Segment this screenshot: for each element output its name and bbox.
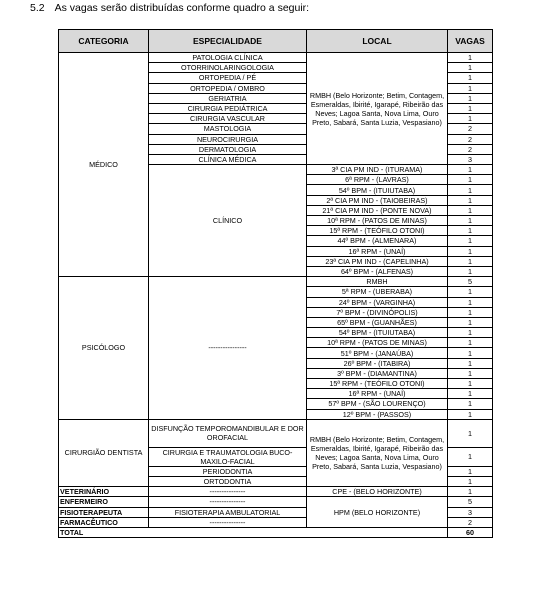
total-label: TOTAL: [59, 527, 448, 537]
vagas-cell: 1: [448, 447, 493, 466]
specialty-cell: PERIODONTIA: [149, 466, 307, 476]
category-cell: FARMACÊUTICO: [59, 517, 149, 527]
specialty-cell: OTORRINOLARINGOLOGIA: [149, 63, 307, 73]
vagas-cell: 1: [448, 165, 493, 175]
local-cell: 26º BPM - (ITABIRA): [307, 358, 448, 368]
vagas-cell: 1: [448, 328, 493, 338]
specialty-cell: CIRURGIA VASCULAR: [149, 114, 307, 124]
local-cell: 6ª RPM - (LAVRAS): [307, 175, 448, 185]
header-local: LOCAL: [307, 30, 448, 53]
specialty-clinico: CLÍNICO: [149, 165, 307, 277]
header-especialidade: ESPECIALIDADE: [149, 30, 307, 53]
total-value: 60: [448, 527, 493, 537]
local-cell: 2ª CIA PM IND - (TAIOBEIRAS): [307, 195, 448, 205]
category-medico: MÉDICO: [59, 53, 149, 277]
local-cell: 54º BPM - (ITUIUTABA): [307, 185, 448, 195]
local-cell: 10ª RPM - (PATOS DE MINAS): [307, 216, 448, 226]
total-row: [59, 527, 493, 537]
specialty-cell: GERIATRIA: [149, 93, 307, 103]
vagas-cell: 1: [448, 338, 493, 348]
local-cell: 24º BPM - (VARGINHA): [307, 297, 448, 307]
vagas-cell: 1: [448, 185, 493, 195]
local-rmbh-medico: RMBH (Belo Horizonte; Betim, Contagem, Esmeraldas, Ibirité, Igarapé, Ribeirão das Neves; Lagoa Santa, Nova Lima, Ouro Preto, Sabará, Santa Luzia, Vespasiano): [307, 53, 448, 165]
vagas-cell: 1: [448, 466, 493, 476]
vagas-cell: 2: [448, 134, 493, 144]
vagas-cell: 3: [448, 154, 493, 164]
specialty-cell: PATOLOGIA CLÍNICA: [149, 53, 307, 63]
vagas-cell: 1: [448, 73, 493, 83]
vagas-cell: 1: [448, 246, 493, 256]
specialty-cell: ORTOPEDIA / OMBRO: [149, 83, 307, 93]
table-row: [59, 277, 493, 287]
header-vagas: VAGAS: [448, 30, 493, 53]
vagas-cell: 1: [448, 175, 493, 185]
vacancy-table: [58, 29, 493, 538]
local-cell: RMBH: [307, 277, 448, 287]
vagas-cell: 1: [448, 419, 493, 447]
vagas-cell: 1: [448, 389, 493, 399]
local-cell: 44º BPM - (ALMENARA): [307, 236, 448, 246]
vagas-cell: 1: [448, 476, 493, 486]
local-cell: 3ª CIA PM IND - (ITURAMA): [307, 165, 448, 175]
specialty-cell: DERMATOLOGIA: [149, 144, 307, 154]
vagas-cell: 1: [448, 287, 493, 297]
local-cell: 65º BPM - (GUANHÃES): [307, 317, 448, 327]
specialty-cell: DISFUNÇÃO TEMPOROMANDIBULAR E DOR OROFACIAL: [149, 419, 307, 447]
vagas-cell: 5: [448, 497, 493, 507]
vagas-cell: 1: [448, 226, 493, 236]
local-cell: 51º BPM - (JANAÚBA): [307, 348, 448, 358]
vagas-cell: 1: [448, 307, 493, 317]
vagas-cell: 1: [448, 266, 493, 276]
local-cell: 10ª RPM - (PATOS DE MINAS): [307, 338, 448, 348]
local-rmbh-dentista: RMBH (Belo Horizonte; Betim, Contagem, Esmeraldas, Ibirité, Igarapé, Ribeirão das Neves; Lagoa Santa, Nova Lima, Ouro Preto, Sabará, Santa Luzia, Vespasiano): [307, 419, 448, 486]
header-categoria: CATEGORIA: [59, 30, 149, 53]
specialty-cell: CIRURGIA E TRAUMATOLOGIA BUCO-MAXILO-FACIAL: [149, 447, 307, 466]
specialty-cell: ORTODONTIA: [149, 476, 307, 486]
local-cell: 7º BPM - (DIVINÓPOLIS): [307, 307, 448, 317]
local-cell: 23ª CIA PM IND - (CAPELINHA): [307, 256, 448, 266]
vagas-cell: 1: [448, 348, 493, 358]
specialty-cell: FISIOTERAPIA AMBULATORIAL: [149, 507, 307, 517]
local-cell: 12º BPM - (PASSOS): [307, 409, 448, 419]
vagas-cell: 2: [448, 124, 493, 134]
local-cell: 15ª RPM - (TEÓFILO OTONI): [307, 379, 448, 389]
vagas-cell: 1: [448, 487, 493, 497]
category-cell: ENFERMEIRO: [59, 497, 149, 507]
vagas-cell: 2: [448, 144, 493, 154]
vagas-cell: 1: [448, 358, 493, 368]
local-cell: 16ª RPM - (UNAÍ): [307, 246, 448, 256]
vagas-cell: 1: [448, 368, 493, 378]
vagas-cell: 5: [448, 277, 493, 287]
table-row: [59, 497, 493, 507]
specialty-cell: NEUROCIRURGIA: [149, 134, 307, 144]
local-cell: 5ª RPM - (UBERABA): [307, 287, 448, 297]
vagas-cell: 1: [448, 83, 493, 93]
local-cell: 15ª RPM - (TEÓFILO OTONI): [307, 226, 448, 236]
vagas-cell: 1: [448, 317, 493, 327]
section-heading: [30, 2, 309, 14]
table-header-row: [59, 30, 493, 53]
local-hpm: HPM (BELO HORIZONTE): [307, 497, 448, 528]
vagas-cell: 1: [448, 93, 493, 103]
local-cell: 21ª CIA PM IND - (PONTE NOVA): [307, 205, 448, 215]
local-cell: 57º BPM - (SÃO LOURENÇO): [307, 399, 448, 409]
vagas-cell: 1: [448, 53, 493, 63]
category-veterinario: VETERINÁRIO: [59, 487, 149, 497]
table-row: [59, 53, 493, 63]
section-text: As vagas serão distribuídas conforme quadro a seguir:: [54, 2, 310, 14]
vagas-cell: 1: [448, 195, 493, 205]
specialty-cell: ORTOPEDIA / PÉ: [149, 73, 307, 83]
local-veterinario: CPE - (BELO HORIZONTE): [307, 487, 448, 497]
local-cell: 64º BPM - (ALFENAS): [307, 266, 448, 276]
category-dentista: CIRURGIÃO DENTISTA: [59, 419, 149, 486]
table-row: [59, 419, 493, 447]
vagas-cell: 1: [448, 399, 493, 409]
vagas-cell: 1: [448, 103, 493, 113]
specialty-cell: ---------------: [149, 497, 307, 507]
category-psicologo: PSICÓLOGO: [59, 277, 149, 420]
specialty-cell: ---------------: [149, 517, 307, 527]
vagas-cell: 1: [448, 216, 493, 226]
specialty-veterinario: ---------------: [149, 487, 307, 497]
local-cell: 54º BPM - (ITUIUTABA): [307, 328, 448, 338]
vagas-cell: 1: [448, 63, 493, 73]
local-cell: 16ª RPM - (UNAÍ): [307, 389, 448, 399]
table-row: [59, 487, 493, 497]
category-cell: FISIOTERAPEUTA: [59, 507, 149, 517]
vagas-cell: 3: [448, 507, 493, 517]
section-number: 5.2: [30, 2, 45, 14]
vagas-cell: 1: [448, 114, 493, 124]
specialty-cell: CLÍNICA MÉDICA: [149, 154, 307, 164]
table-body: [59, 53, 493, 538]
vagas-cell: 1: [448, 236, 493, 246]
specialty-cell: CIRURGIA PEDIÁTRICA: [149, 103, 307, 113]
vagas-cell: 2: [448, 517, 493, 527]
specialty-cell: MASTOLOGIA: [149, 124, 307, 134]
vagas-cell: 1: [448, 409, 493, 419]
vagas-cell: 1: [448, 379, 493, 389]
vagas-cell: 1: [448, 256, 493, 266]
vagas-cell: 1: [448, 205, 493, 215]
local-cell: 3º BPM - (DIAMANTINA): [307, 368, 448, 378]
vagas-cell: 1: [448, 297, 493, 307]
specialty-psicologo: ----------------: [149, 277, 307, 420]
